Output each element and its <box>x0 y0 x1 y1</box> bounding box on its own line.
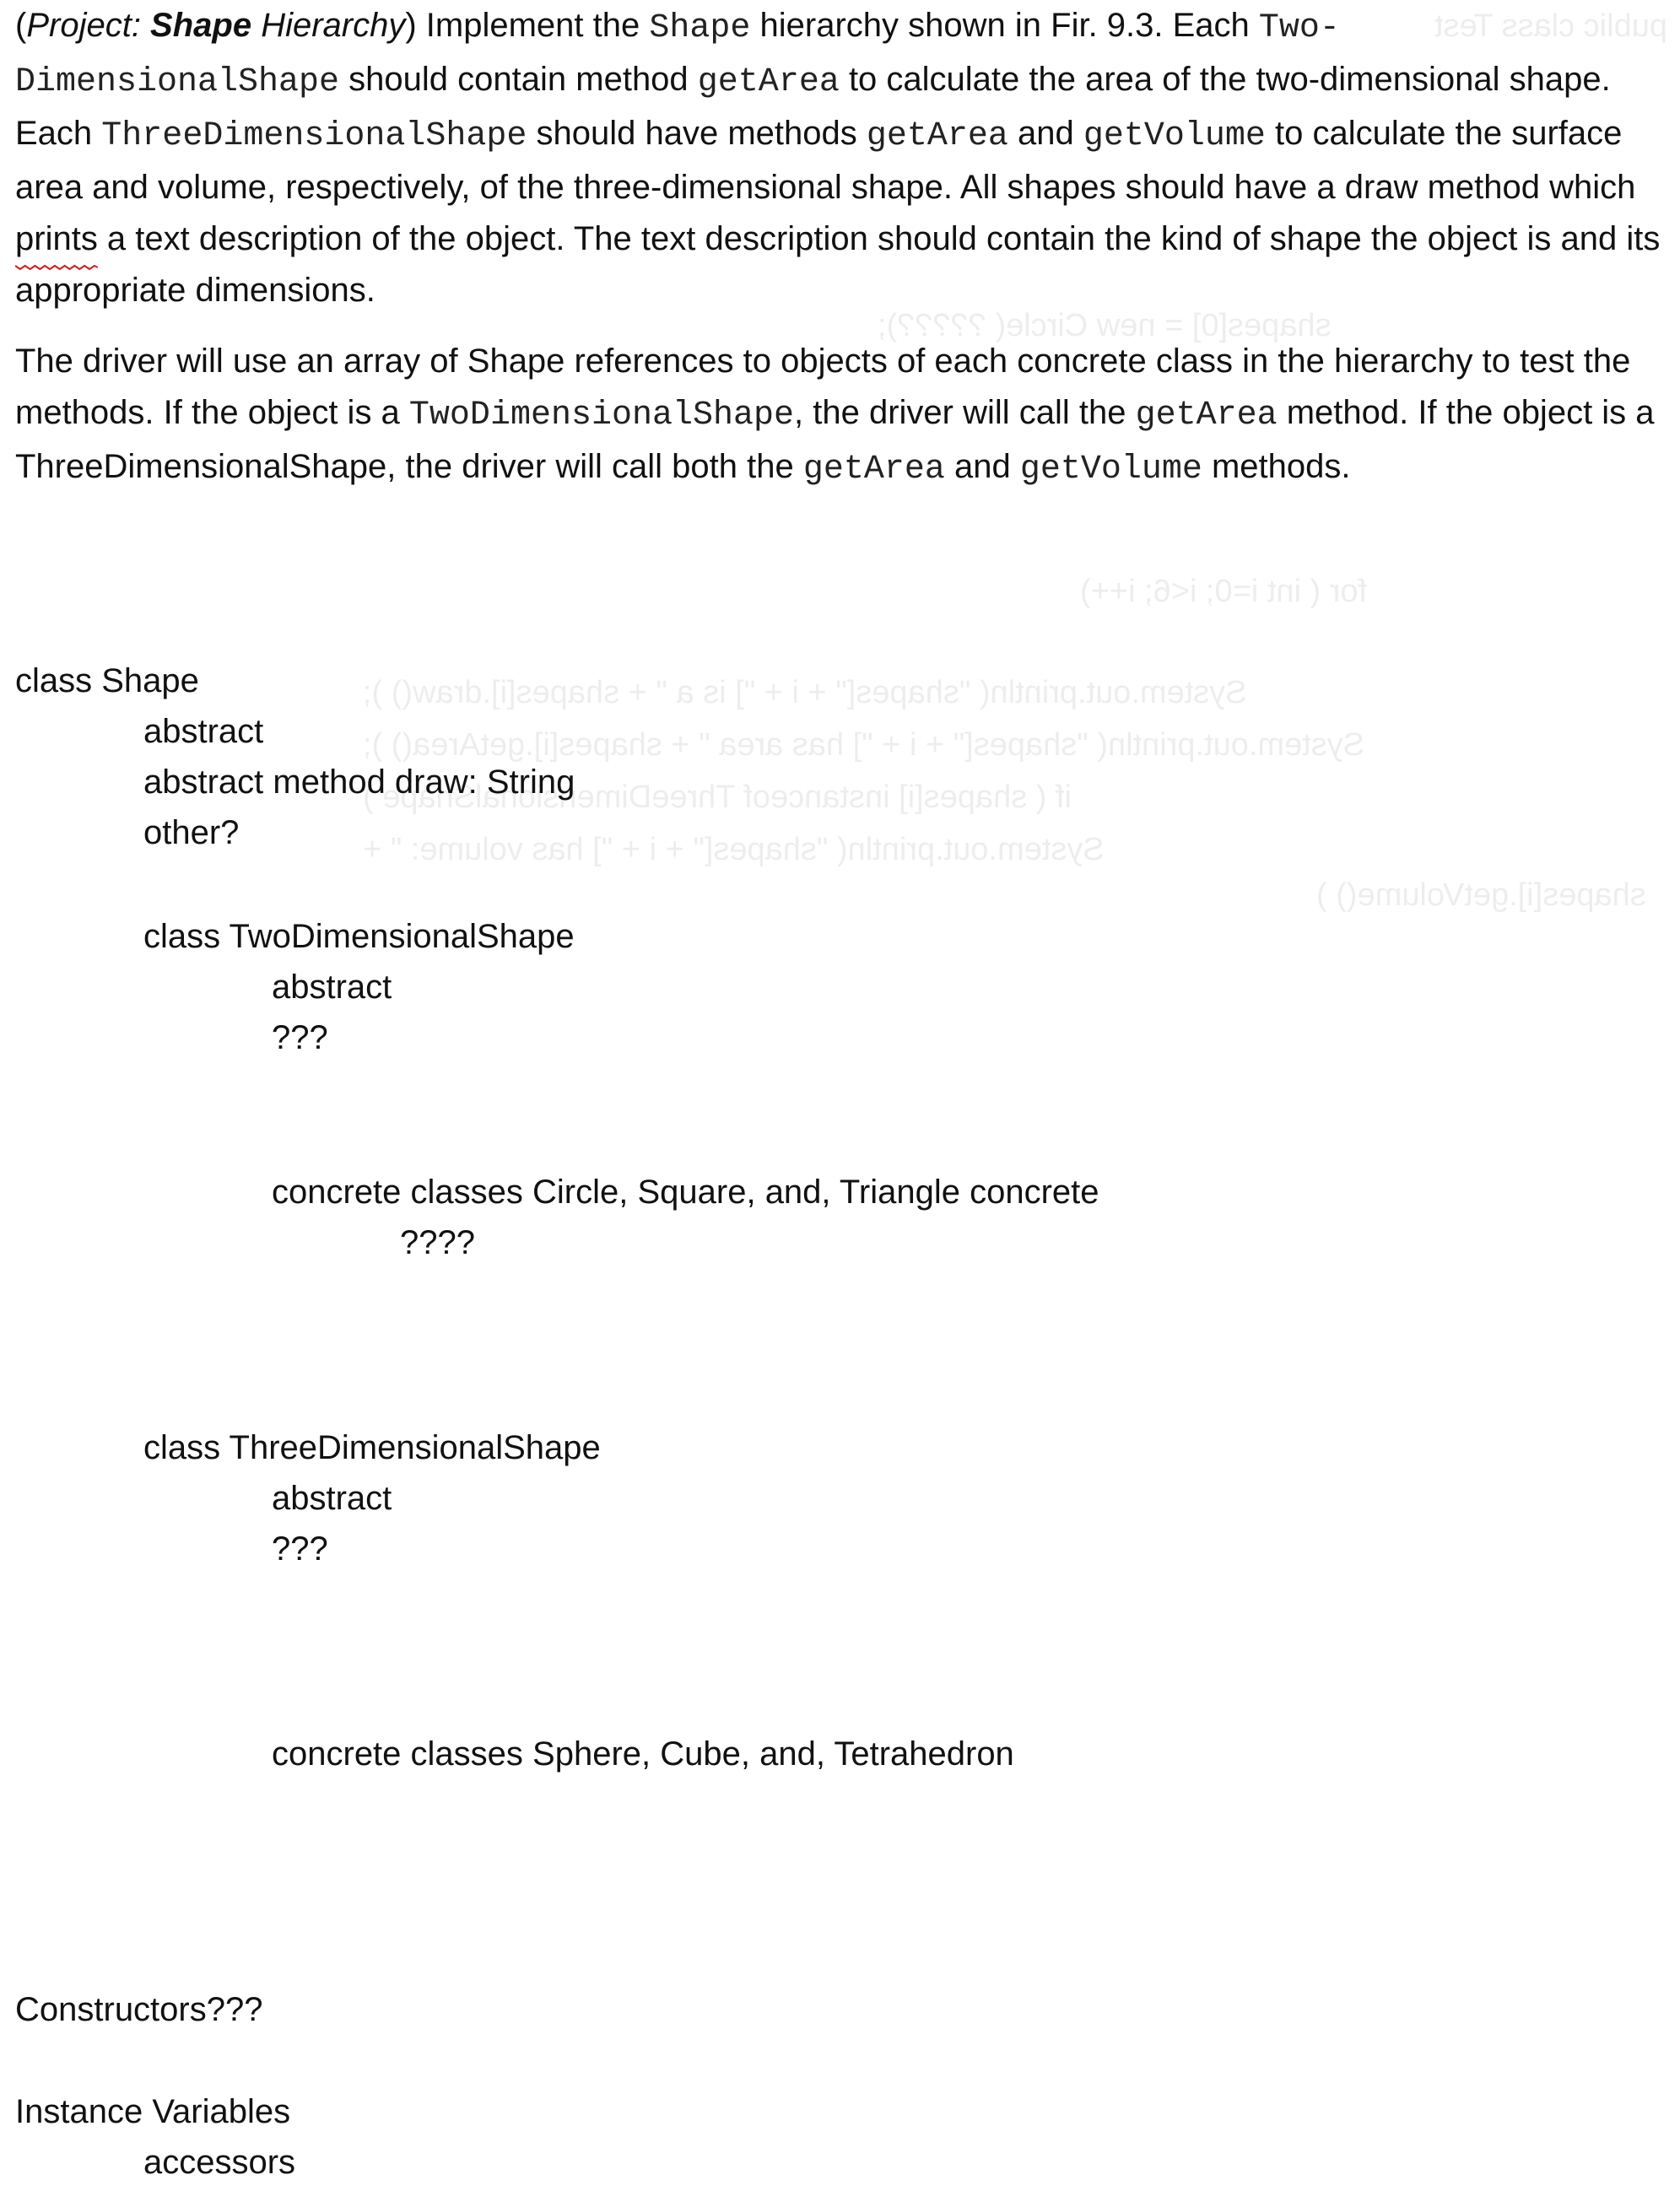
outline-three-question: ??? <box>272 1530 328 1568</box>
outline-class-three-dimensional: class ThreeDimensionalShape <box>143 1429 601 1466</box>
ghost-text: public class Test <box>1434 8 1667 44</box>
code-two-dimensional-shape: DimensionalShape <box>15 63 340 101</box>
ghost-text: System.out.println( "shapes[" + i + "] has volume: " + <box>363 832 1105 867</box>
text-span: , the driver will call the <box>794 394 1136 431</box>
project-name-hierarchy: Hierarchy <box>251 7 406 44</box>
code-getarea: getArea <box>1135 397 1278 434</box>
paren-open: ( <box>15 7 27 44</box>
ghost-text: if ( shapes[i] instanceof ThreeDimensionalShape ) <box>363 780 1072 815</box>
outline-accessors: accessors <box>143 2144 296 2181</box>
code-getarea: getArea <box>802 451 945 488</box>
outline-class-two-dimensional: class TwoDimensionalShape <box>143 918 575 955</box>
outline-constructors: Constructors??? <box>15 1991 263 2028</box>
ghost-text: shapes[0] = new Circle( ?????); <box>878 308 1332 343</box>
text-span: should contain method <box>339 61 698 98</box>
code-two-dimensional-shape: TwoDimensionalShape <box>408 397 794 434</box>
code-getarea: getArea <box>866 117 1008 155</box>
outline-shape-abstract: abstract <box>143 713 264 750</box>
code-shape: Shape <box>649 9 751 47</box>
text-span: to calculate the area of the two-dimensional shape. Each <box>15 61 1611 152</box>
code-getvolume: getVolume <box>1019 451 1202 488</box>
paragraph-problem-statement <box>15 0 1669 316</box>
text-span: The driver will use an array of Shape references to objects of each concrete class in the hierarchy to test the methods. If the object is a <box>15 343 1631 431</box>
code-getarea: getArea <box>697 63 840 101</box>
outline-class-shape: class Shape <box>15 662 199 699</box>
text-span: should have methods <box>527 115 867 152</box>
outline-three-abstract: abstract <box>272 1480 392 1517</box>
paren-close: ) <box>405 7 417 44</box>
ghost-text: System.out.println( "shapes[" + i + "] is a " + shapes[i].draw() ); <box>363 675 1247 710</box>
text-span: methods. <box>1202 448 1351 485</box>
paragraph-driver-description <box>15 336 1669 495</box>
outline-shape-draw-method: abstract method draw: String <box>143 764 575 801</box>
outline-two-abstract: abstract <box>272 969 392 1006</box>
code-three-dimensional-shape: ThreeDimensionalShape <box>101 117 527 155</box>
ghost-text: System.out.println( "shapes[" + i + "] has area " + shapes[i].getArea() ); <box>363 727 1365 763</box>
outline-two-concrete-classes: concrete classes Circle, Square, and, Triangle concrete <box>272 1174 1099 1211</box>
ghost-text: shapes[i].getVolume() ) <box>1316 877 1646 913</box>
outline-two-concrete-question: ???? <box>400 1224 475 1261</box>
text-span: and <box>1007 115 1083 152</box>
text-span: a text description of the object. The text description should contain the kind of shape the object is and its appropriate dimensions. <box>15 220 1661 309</box>
text-span: Implement the <box>416 7 650 44</box>
outline-shape-other: other? <box>143 814 240 851</box>
ghost-text: for ( int i=0; i<6; i++) <box>1080 574 1368 609</box>
word-prints-underlined <box>15 213 98 265</box>
word-prints: prints <box>15 220 98 257</box>
outline-instance-variables: Instance Variables <box>15 2093 291 2130</box>
text-span: method. If the object is a ThreeDimensionalShape, the driver will call both the <box>15 394 1655 485</box>
code-two-prefix: Two- <box>1258 9 1340 47</box>
text-span: and <box>944 448 1020 485</box>
outline-two-question: ??? <box>272 1019 328 1056</box>
outline-three-concrete-classes: concrete classes Sphere, Cube, and, Tetrahedron <box>272 1735 1014 1773</box>
text-span: to calculate the surface area and volume, respectively, of the three-dimensional shape. All shapes should have a draw method which <box>15 115 1636 206</box>
code-getvolume: getVolume <box>1083 117 1266 155</box>
project-label: Project: <box>26 7 151 44</box>
text-span: hierarchy shown in Fir. 9.3. Each <box>750 7 1259 44</box>
project-name-shape: Shape <box>150 7 252 44</box>
red-squiggle-underline <box>15 263 98 272</box>
